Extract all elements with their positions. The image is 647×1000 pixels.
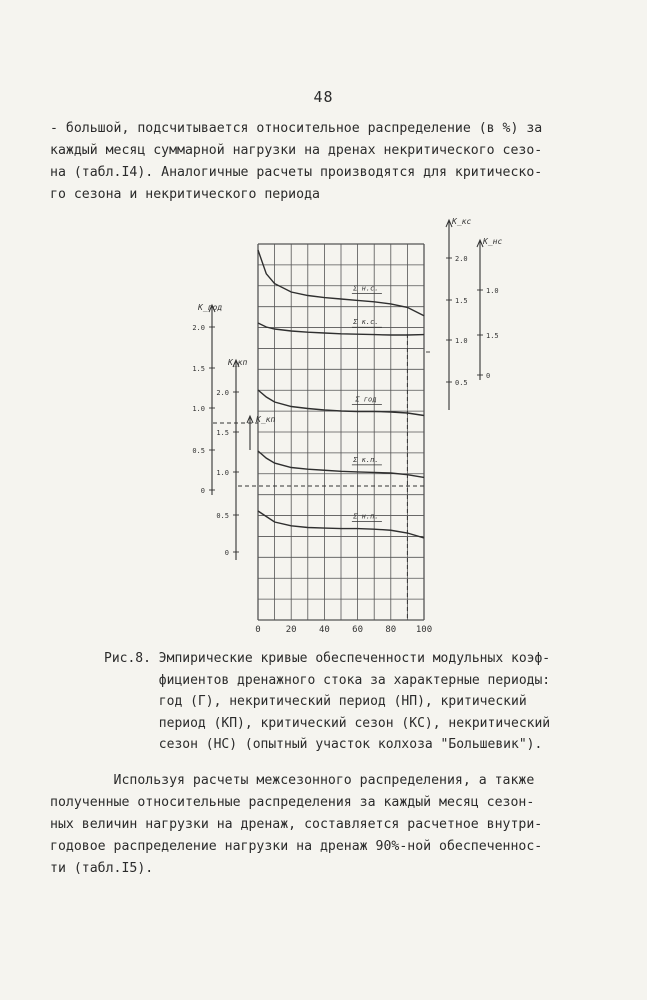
page-number: 48 [313,88,334,106]
caption-line: период (КП), критический сезон (КС), некритический [104,715,551,731]
closing-paragraph [50,770,602,880]
side-axis-tick-label: 2.0 [192,324,205,332]
series-label: Σ к.с. [353,318,379,327]
text-line: ных величин нагрузки на дренаж, составляется расчетное внутри- [50,817,543,832]
intro-paragraph [50,118,602,206]
side-axis-tick-label: 0 [224,549,229,557]
side-axis-tick-label: 0 [200,487,205,495]
x-tick-label: 40 [318,625,330,635]
side-axis-tick-label: 1.0 [486,287,499,295]
side-axis-tick-label: 1.5 [486,332,499,340]
caption-line: сезон (НС) (опытный участок колхоза "Большевик"). [104,737,543,752]
side-axis-tick-label: 0.5 [216,512,229,520]
side-axis-label: K_кс [452,217,472,226]
text-line: го сезона и некритического периода [50,187,320,202]
caption-line: фициентов дренажного стока за характерные периоды: [104,672,551,688]
caption-line: год (Г), некритический период (НП), критический [104,694,527,709]
x-tick-label: 20 [285,625,297,635]
side-axis-label: K_кп [228,358,248,367]
series-label: Σ к.п. [353,455,379,464]
text-line: каждый месяц суммарной нагрузки на дренах некритического сезо- [50,143,543,158]
text-line: годовое распределение нагрузки на дренаж 90%-ной обеспеченнос- [50,839,543,854]
side-axis-tick-label: 2.0 [455,255,468,263]
text-line: - большой, подсчитывается относительное распределение (в %) за [50,121,543,136]
series-label: Σ н.п. [353,512,379,521]
x-tick-label: 0 [255,625,261,635]
text-line: ти (табл.I5). [50,861,154,876]
side-axis-tick-label: 0 [486,372,491,380]
text-line: полученные относительные распределения за каждый месяц сезон- [50,795,535,810]
series-label: Σ год [355,395,377,404]
side-axis-tick-label: 0.5 [455,379,468,387]
side-axis-tick-label: 1.0 [216,469,229,477]
side-axis-tick-label: 1.0 [455,337,468,345]
caption-line: Рис.8. Эмпирические кривые обеспеченности модульных коэф- [104,651,551,666]
side-axis-tick-label: 1.0 [192,405,205,413]
side-axis-tick-label: 2.0 [216,389,229,397]
text-line: на (табл.I4). Аналогичные расчеты производятся для критическо- [50,165,543,180]
x-tick-label: 80 [385,625,397,635]
figure-8 [0,210,647,644]
figure-caption [104,648,604,756]
side-axis-tick-label: 1.5 [455,297,468,305]
side-axis-label: K_нс [483,237,503,246]
side-axis-tick-label: 1.5 [192,365,205,373]
side-axis-tick-label: 0.5 [192,447,205,455]
side-axis-tick-label: 1.5 [216,429,229,437]
chart [0,210,647,640]
side-axis-label: K_кп [256,415,276,424]
x-tick-label: 60 [352,625,364,635]
side-axis-label: K_год [198,303,223,312]
x-tick-label: 100 [415,625,433,635]
series-label: Σ н.с. [353,284,379,293]
text-line: Используя расчеты межсезонного распределения, а также [50,773,535,788]
